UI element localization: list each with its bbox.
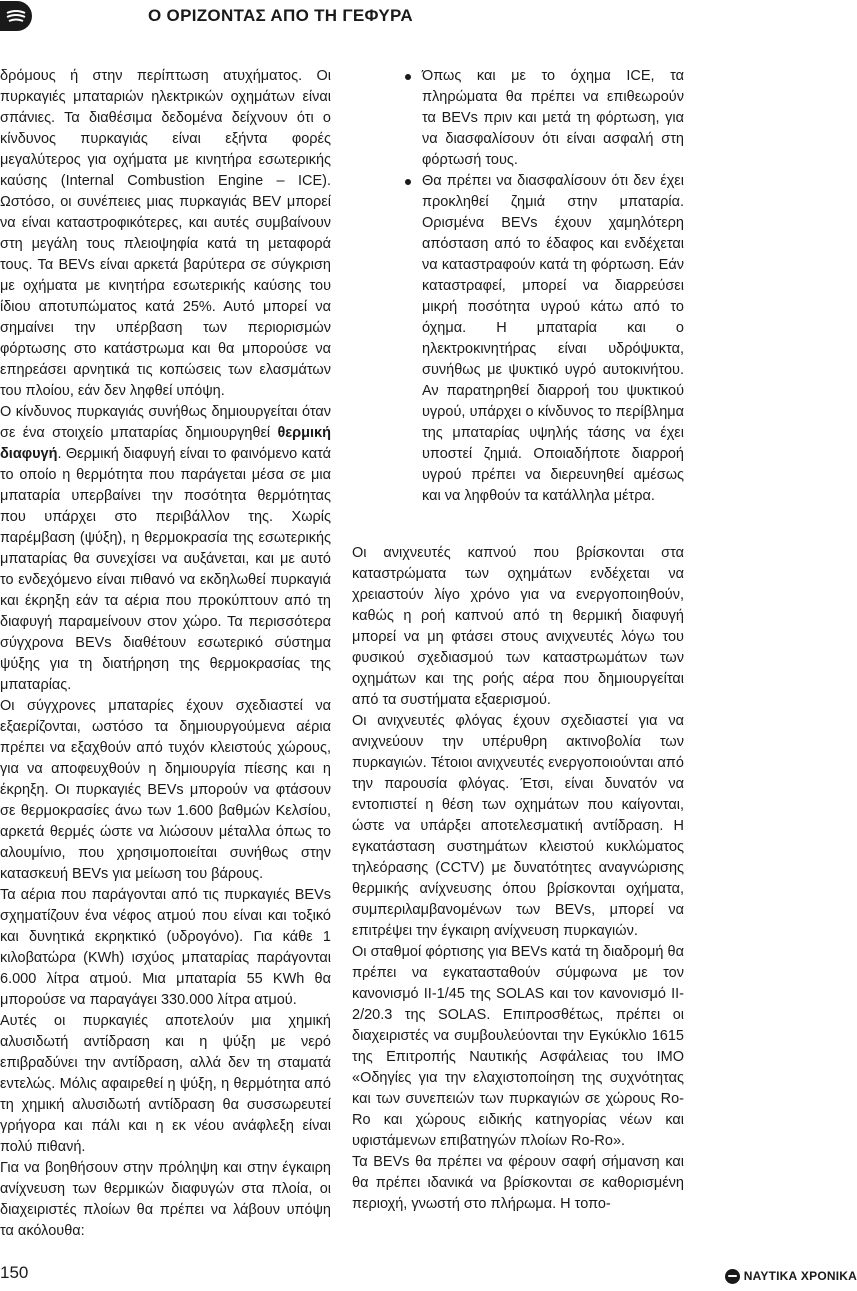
paragraph: δρόμους ή στην περίπτωση ατυχήματος. Οι πυρκαγιές μπαταριών ηλεκτρικών οχημάτων είναι σπάνιες. Τα διαθέσιμα δεδομένα δείχνουν ότι ο κίνδυνος πυρκαγιάς είναι εξήντα φορές μεγαλύτερος για οχήματα με κινητήρα εσωτερικής καύσης (Internal Combustion Engine – ICE). Ωστόσο, οι συνέπειες μιας πυρκαγιάς BEV μπορεί να είναι καταστροφικότερες, και αυτές συμβαίνουν στη μεγάλη τους πλειοψηφία κατά τη μεταφορά τους. Τα BEVs είναι αρκετά βαρύτερα σε σύγκριση με οχήματα με κινητήρα εσωτερικής καύσης του ίδιου αποτυπώματος κατά 25%. Αυτό μπορεί να σημαίνει την υπέρβαση των περιορισμών φόρτωσης στο κατάστρωμα και θα μπορούσε να επηρεάσει αρνητικά τις κοπώσεις των ελασμάτων του πλοίου, εάν δεν ληφθεί υπόψη. — [0, 68, 331, 399]
publication-brand — [725, 1267, 857, 1285]
paragraph: Οι σύγχρονες μπαταρίες έχουν σχεδιαστεί να εξαερίζονται, ωστόσο τα δημιουργούμενα αέρια πρέπει να εξαχθούν από τυχόν κλειστούς χώρους, για να αποφευχθούν η δημιουργία πίεσης και η έκρηξη. Οι πυρκαγιές BEVs μπορούν να φτάσουν σε θερμοκρασίες άνω των 1.600 βαθμών Κελσίου, αρκετά θερμές ώστε να λιώσουν μέταλλα όπως το αλουμίνιο, που χρησιμοποιείται συνήθως στην κατασκευή BEVs για μείωση του βάρους. — [0, 698, 331, 882]
bold-term: θερμική διαφυγή — [0, 425, 331, 462]
list-item: Όπως και με το όχημα ICE, τα πληρώματα θα πρέπει να επιθεωρούν τα BEVs πριν και μετά τη φόρτωση, για να διασφαλίσουν ότι είναι ασφαλή στη φόρτωσή τους. — [352, 66, 684, 171]
paragraph: Αυτές οι πυρκαγιές αποτελούν μια χημική αλυσιδωτή αντίδραση και η ψύξη με νερό επιβραδύνει την αντίδραση, αλλά δεν τη σταματά εντελώς. Μόλις αφαιρεθεί η ψύξη, η θερμότητα από τη χημική αλυσιδωτή αντίδραση θα συσσωρευτεί γρήγορα και πάλι και η εκ νέου ανάφλεξη είναι πολύ πιθανή. — [0, 1013, 331, 1155]
right-column — [352, 543, 684, 1215]
paragraph: Οι σταθμοί φόρτισης για BEVs κατά τη διαδρομή θα πρέπει να εγκατασταθούν σύμφωνα με τον κανονισμό II-1/45 της SOLAS και τον κανονισμό II-2/20.3 της SOLAS. Επιπροσθέτως, πρέπει οι διαχειριστές να συμβουλεύονται την Εγκύκλιο 1615 της Επιτροπής Ναυτικής Ασφάλειας του IMO «Οδηγίες για την ελαχιστοποίηση της συχνότητας και των συνεπειών των πυρκαγιών σε χώρους Ro-Ro και χώρους ειδικής κατηγορίας νέων και υφιστάμενων επιβατηγών πλοίων Ro-Ro». — [352, 944, 684, 1149]
list-item: Θα πρέπει να διασφαλίσουν ότι δεν έχει προκληθεί ζημιά στην μπαταρία. Ορισμένα BEVs έχουν χαμηλότερη απόσταση από το έδαφος και ενδέχεται να καταστραφούν κατά τη φόρτωση. Εάν καταστραφεί, μπορεί να διαρρεύσει μικρή ποσότητα υγρού κάτω από το όχημα. Η μπαταρία και ο ηλεκτροκινητήρας είναι υδρόψυκτα, συνήθως με ψυκτικό υγρό αυτοκινήτου. Αν παρατηρηθεί διαρροή του ψυκτικού υγρού, υπάρχει ο κίνδυνος το περίβλημα της μπαταρίας υψηλής τάσης να έχει υποστεί ζημιά. Οποιαδήποτε διαρροή υγρού πρέπει να διερευνηθεί αμέσως και να ληφθούν τα κατάλληλα μέτρα. — [352, 171, 684, 507]
paragraph: Τα BEVs θα πρέπει να φέρουν σαφή σήμανση και θα πρέπει ιδανικά να βρίσκονται σε καθορισμένη περιοχή, γνωστή στο πλήρωμα. Η τοπο- — [352, 1154, 684, 1212]
brand-logo-icon — [725, 1269, 740, 1284]
paragraph: Για να βοηθήσουν στην πρόληψη και στην έγκαιρη ανίχνευση των θερμικών διαφυγών στα πλοία, οι διαχειριστές πλοίων θα πρέπει να λάβουν υπόψη τα ακόλουθα: — [0, 1160, 331, 1239]
brand-name: ΝΑΥΤΙΚΑ ΧΡΟΝΙΚΑ — [743, 1269, 857, 1283]
paragraph: Ο κίνδυνος πυρκαγιάς συνήθως δημιουργείται όταν σε ένα στοιχείο μπαταρίας δημιουργηθεί θερμική διαφυγή. Θερμική διαφυγή είναι το φαινόμενο κατά το οποίο η θερμότητα που παράγεται μέσα σε μια μπαταρία υπερβαίνει την ποσότητα θερμότητας που υπάρχει στο περιβάλλον της. Χωρίς παρέμβαση (ψύξη), η θερμοκρασία της εσωτερικής μπαταρίας θα συνεχίσει να αυξάνεται, και με αυτό το ενδεχόμενο είναι πιθανό να εκδηλωθεί πυρκαγιά και έκρηξη εάν τα αέρια που προκύπτουν από τη διαφυγή παραμείνουν στον χώρο. Τα περισσότερα σύγχρονα BEVs διαθέτουν εσωτερικό σύστημα ψύξης για τη διατήρηση της θερμοκρασίας της μπαταρίας. — [0, 404, 331, 693]
bullet-list — [352, 66, 684, 507]
section-title: Ο ΟΡΙΖΟΝΤΑΣ ΑΠΟ ΤΗ ΓΕΦΥΡΑ — [148, 6, 413, 25]
page-number: 150 — [0, 1263, 29, 1282]
left-column — [0, 66, 331, 1242]
section-logo-icon — [0, 1, 32, 31]
paragraph: Τα αέρια που παράγονται από τις πυρκαγιές BEVs σχηματίζουν ένα νέφος ατμού που είναι και τοξικό και δυνητικά εκρηκτικό (υδρογόνο). Για κάθε 1 κιλοβατώρα (KWh) ισχύος μπαταρίας παράγονται 6.000 λίτρα ατμού. Μια μπαταρία 55 KWh θα μπορούσε να παραγάγει 330.000 λίτρα ατμού. — [0, 887, 331, 1008]
page-header — [0, 0, 857, 34]
paragraph: Οι ανιχνευτές καπνού που βρίσκονται στα καταστρώματα των οχημάτων ενδέχεται να χρειαστούν λίγο χρόνο για να ενεργοποιηθούν, καθώς η ροή καπνού από τη θερμική διαφυγή μπορεί να μη φτάσει στους ανιχνευτές λόγω του φυσικού σχεδιασμού των καταστρωμάτων των οχημάτων και της ροής αέρα που δημιουργείται από τα συστήματα εξαερισμού. — [352, 545, 684, 708]
paragraph: Οι ανιχνευτές φλόγας έχουν σχεδιαστεί για να ανιχνεύουν την υπέρυθρη ακτινοβολία των πυρκαγιών. Τέτοιοι ανιχνευτές ενεργοποιούνται από την παρουσία φλόγας. Έτσι, είναι δυνατόν να εντοπιστεί η θέση των οχημάτων που καίγονται, ώστε να υπάρξει αποτελεσματική αντίδραση. Η εγκατάσταση συστημάτων κλειστού κυκλώματος τηλεόρασης (CCTV) με δυνατότητες αναγνώρισης θερμικής ανίχνευσης όπου βρίσκονται οχήματα, συμπεριλαμβανομένων των BEVs, μπορεί να επιτρέψει την έγκαιρη ανίχνευση πυρκαγιών. — [352, 713, 684, 939]
